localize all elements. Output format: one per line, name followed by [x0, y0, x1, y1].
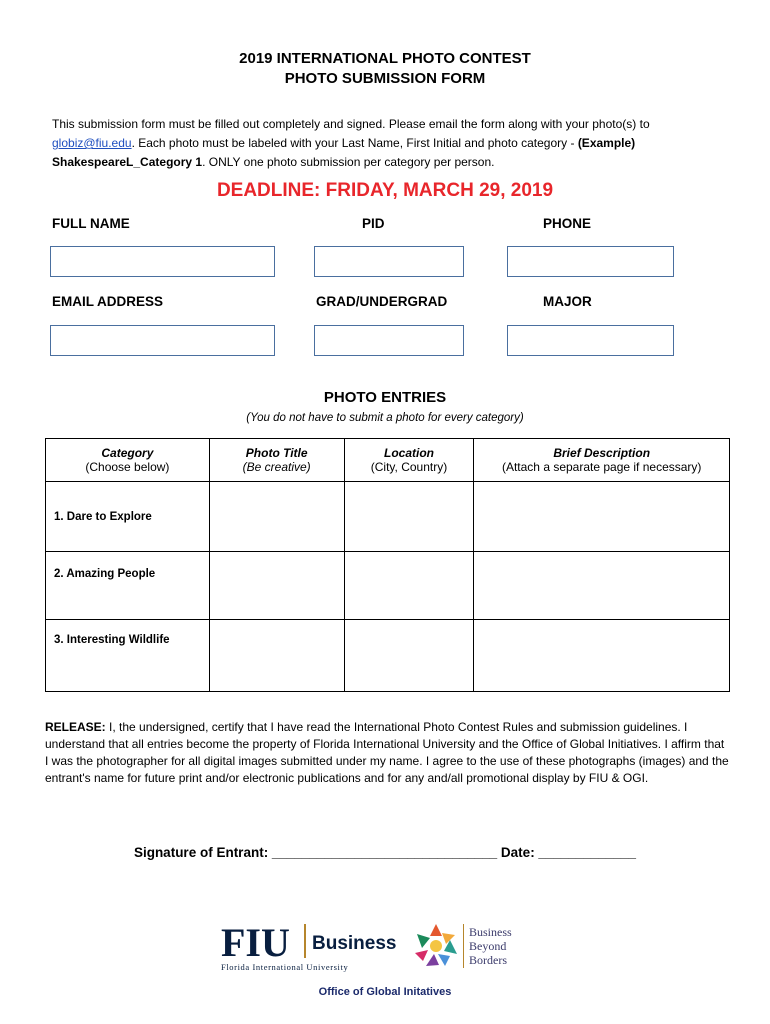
- table-row: [46, 620, 730, 692]
- table-header-row: [46, 439, 730, 482]
- full-name-input[interactable]: [50, 246, 275, 277]
- email-link[interactable]: globiz@fiu.edu: [52, 136, 132, 150]
- pid-label: PID: [362, 216, 385, 231]
- column-header-photo-title: Photo Title (Be creative): [209, 439, 344, 482]
- phone-label: PHONE: [543, 216, 592, 231]
- photo-entries-table: [45, 438, 730, 692]
- description-cell[interactable]: [474, 620, 730, 692]
- grad-label: GRAD/UNDERGRAD: [316, 294, 448, 309]
- photo-entries-subtitle: (You do not have to submit a photo for every category): [246, 412, 524, 424]
- intro-text-2: . Each photo must be labeled with your Last Name, First Initial and photo category -: [131, 136, 578, 150]
- pid-input[interactable]: [314, 246, 464, 277]
- logo-block: [221, 918, 551, 982]
- office-name: Office of Global Initatives: [318, 986, 452, 998]
- category-amazing-people: 2. Amazing People: [46, 552, 210, 620]
- description-cell[interactable]: [474, 552, 730, 620]
- photo-title-cell[interactable]: [209, 552, 344, 620]
- fiu-wordmark: FIU: [221, 920, 290, 965]
- example-label: (Example): [577, 136, 636, 150]
- bbb-line-2: Beyond: [469, 939, 507, 953]
- form-subtitle: PHOTO SUBMISSION FORM: [284, 70, 486, 87]
- business-wordmark: Business: [312, 933, 397, 954]
- bbb-line-3: Borders: [469, 953, 507, 967]
- deadline-banner: DEADLINE: FRIDAY, MARCH 29, 2019: [216, 180, 554, 201]
- major-label: MAJOR: [543, 294, 592, 309]
- photo-entries-title: PHOTO ENTRIES: [323, 389, 447, 406]
- location-cell[interactable]: [344, 552, 474, 620]
- fiu-business-logo: [221, 918, 551, 982]
- release-label: RELEASE:: [45, 720, 106, 734]
- column-header-category: Category (Choose below): [46, 439, 210, 482]
- bbb-line-1: Business: [469, 925, 512, 939]
- example-value: ShakespeareL_Category 1: [52, 155, 203, 169]
- column-header-location: Location (City, Country): [344, 439, 474, 482]
- table-row: [46, 552, 730, 620]
- signature-line[interactable]: Signature of Entrant: ______________________________ Date: _____________: [133, 845, 637, 860]
- full-name-label: FULL NAME: [52, 216, 130, 231]
- location-cell[interactable]: [344, 482, 474, 552]
- intro-text-1: This submission form must be filled out completely and signed. Please email the form along with your photo(s) to: [52, 117, 650, 131]
- globe-icon: [415, 924, 457, 966]
- email-label: EMAIL ADDRESS: [52, 294, 164, 309]
- form-title: 2019 INTERNATIONAL PHOTO CONTEST: [239, 50, 531, 67]
- intro-text-3: . ONLY one photo submission per category per person.: [202, 155, 495, 169]
- description-cell[interactable]: [474, 482, 730, 552]
- table-row: [46, 482, 730, 552]
- email-input[interactable]: [50, 325, 275, 356]
- photo-title-cell[interactable]: [209, 620, 344, 692]
- column-header-description: Brief Description (Attach a separate page if necessary): [474, 439, 730, 482]
- grad-input[interactable]: [314, 325, 464, 356]
- release-text: I, the undersigned, certify that I have read the International Photo Contest Rules and submission guidelines. I understand that all entries become the property of Florida International University and the Office of Global Initiatives. I affirm that I was the photographer for all digital images submitted under my name. I agree to the use of these photographs (images) and the entrant's name for future print and/or electronic publications and for any and/all promotional display by FIU & OGI.: [45, 720, 729, 785]
- category-interesting-wildlife: 3. Interesting Wildlife: [46, 620, 210, 692]
- location-cell[interactable]: [344, 620, 474, 692]
- logo-divider: [304, 924, 306, 958]
- intro-paragraph: [52, 115, 732, 172]
- bbb-divider: [463, 924, 464, 968]
- university-name: Florida International University: [221, 962, 349, 972]
- major-input[interactable]: [507, 325, 674, 356]
- category-dare-to-explore: 1. Dare to Explore: [46, 482, 210, 552]
- release-paragraph: [45, 719, 730, 787]
- photo-title-cell[interactable]: [209, 482, 344, 552]
- phone-input[interactable]: [507, 246, 674, 277]
